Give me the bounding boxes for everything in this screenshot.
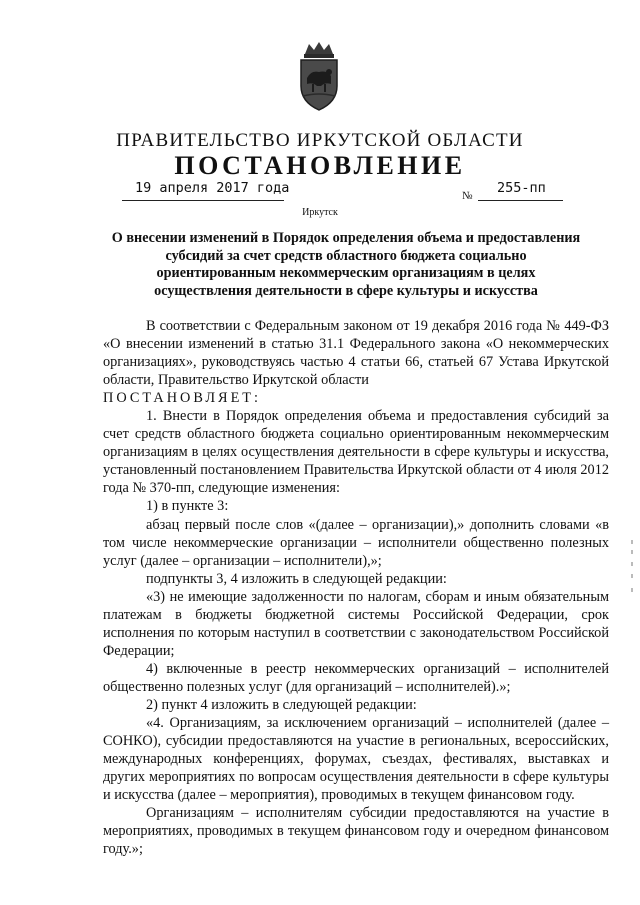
document-title [96, 230, 596, 301]
paragraph: 1) в пункте 3: [146, 498, 229, 515]
title-line: осуществления деятельности в сфере культуры и искусства [154, 283, 538, 300]
paragraph: «4. Организациям, за исключением организаций – исполнителей (далее – СОНКО), субсидии предоставляются на участие в региональных, всероссийских, международных конференциях, форумах, съездах, фестивалях, выставках и других мероприятиях по вопросам осуществления деятельности в сфере культуры и искусства (далее – мероприятия), проводимых в текущем финансовом году. [103, 715, 609, 804]
paragraph: 1. Внести в Порядок определения объема и предоставления субсидий за счет средств областного бюджета социально ориентированным некоммерческим организациям в целях осуществления деятельности в сфере культуры и искусства, установленный постановлением Правительства Иркутской области от 4 июля 2012 года № 370-пп, следующие изменения: [103, 408, 609, 497]
paragraph-resolves: ПОСТАНОВЛЯЕТ: [103, 390, 262, 407]
document-date: 19 апреля 2017 года [135, 180, 290, 196]
scan-artifact [630, 540, 634, 600]
title-line: ориентированным некоммерческим организациям в целях [156, 265, 536, 282]
date-underline [122, 200, 284, 201]
document-body [103, 317, 609, 858]
paragraph: В соответствии с Федеральным законом от 19 декабря 2016 года № 449-ФЗ «О внесении изменений в статью 31.1 Федерального закона «О некоммерческих организациях», руководствуясь частью 4 статьи 66, статьей 67 Устава Иркутской области, Правительство Иркутской области [103, 318, 609, 389]
number-underline [478, 200, 563, 201]
paragraph: подпункты 3, 4 изложить в следующей редакции: [146, 570, 447, 587]
title-line: субсидий за счет средств областного бюджета социально [165, 247, 527, 264]
paragraph: «3) не имеющие задолженности по налогам, сборам и иным обязательным платежам в бюджеты бюджетной системы Российской Федерации, срок исполнения по которым наступил в соответствии с законодательством Российской Федерации; [103, 588, 609, 659]
organization-name: ПРАВИТЕЛЬСТВО ИРКУТСКОЙ ОБЛАСТИ [116, 130, 524, 151]
paragraph: 4) включенные в реестр некоммерческих организаций – исполнителей общественно полезных услуг (для организаций – исполнителей).»; [103, 660, 609, 695]
paragraph: 2) пункт 4 изложить в следующей редакции: [146, 696, 417, 713]
document-number: 255-пп [497, 180, 546, 196]
city-name: Иркутск [302, 207, 338, 218]
number-sign: № [462, 190, 473, 202]
title-line: О внесении изменений в Порядок определения объема и предоставления [111, 230, 581, 246]
paragraph: Организациям – исполнителям субсидии предоставляются на участие в мероприятиях, проводимых в текущем финансовом году и очередном финансовом году.»; [103, 805, 609, 858]
coat-of-arms-emblem [291, 40, 347, 112]
paragraph: абзац первый после слов «(далее – организации),» дополнить словами «в том числе некоммерческие организации – исполнители общественно полезных услуг (далее – организации – исполнители),»; [103, 516, 609, 569]
document-type: ПОСТАНОВЛЕНИЕ [174, 151, 466, 180]
